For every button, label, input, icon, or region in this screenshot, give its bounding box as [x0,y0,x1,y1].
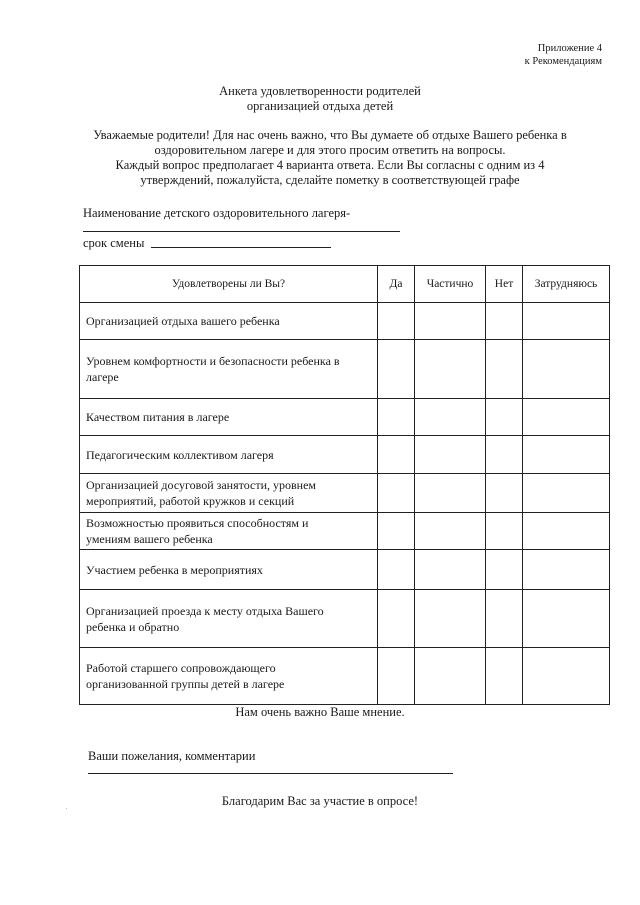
answer-cell-yes[interactable] [378,340,415,399]
question-cell [80,474,378,513]
answer-cell-no[interactable] [486,550,523,590]
table-row [80,648,610,705]
question-text: Организацией проезда к месту отдыха Вашего [86,603,324,618]
answer-cell-undecided[interactable] [523,340,610,399]
camp-name-label: Наименование детского оздоровительного лагеря- [83,206,351,220]
question-text-cont: умениям вашего ребенка [86,532,213,546]
question-text-cont: организованной группы детей в лагере [86,677,285,691]
question-text: Уровнем комфортности и безопасности ребенка в [86,354,340,368]
question-cell [80,399,378,436]
answer-cell-yes[interactable] [378,590,415,648]
answer-cell-undecided[interactable] [523,648,610,705]
answer-cell-yes[interactable] [378,399,415,436]
question-text: Педагогическим коллективом лагеря [86,447,274,462]
answer-cell-no[interactable] [486,474,523,513]
shift-label: срок смены [83,236,145,250]
answer-cell-undecided[interactable] [523,436,610,474]
answer-cell-yes[interactable] [378,550,415,590]
question-cell [80,513,378,550]
answer-cell-undecided[interactable] [523,550,610,590]
camp-name-field[interactable] [83,231,400,232]
answer-cell-undecided[interactable] [523,590,610,648]
title-line-2: организацией отдыха детей [246,99,394,113]
answer-cell-partially[interactable] [415,303,486,340]
satisfaction-table [79,265,610,705]
table-row [80,340,610,399]
shift-field[interactable] [151,247,331,248]
question-cell [80,340,378,399]
answer-cell-no[interactable] [486,303,523,340]
answer-cell-yes[interactable] [378,474,415,513]
table-row [80,474,610,513]
question-text: Организацией досуговой занятости, уровнем [86,478,317,492]
answer-cell-no[interactable] [486,436,523,474]
question-text-cont: ребенка и обратно [86,619,180,634]
table-row [80,513,610,550]
question-text: Участием ребенка в мероприятиях [86,562,263,577]
table-row [80,590,610,648]
header-partially: Частично [415,266,486,303]
answer-cell-undecided[interactable] [523,399,610,436]
opinion-note: Нам очень важно Ваше мнение. [235,705,405,719]
question-cell [80,436,378,474]
annex-note [525,42,602,68]
intro-line-4: утверждений, пожалуйста, сделайте пометку в соответствующей графе [140,173,520,187]
table-row [80,303,610,340]
answer-cell-partially[interactable] [415,513,486,550]
answer-cell-yes[interactable] [378,436,415,474]
question-cell [80,303,378,340]
answer-cell-partially[interactable] [415,436,486,474]
answer-cell-partially[interactable] [415,648,486,705]
title-line-1: Анкета удовлетворенности родителей [219,84,421,98]
annex-line-2: к Рекомендациям [524,56,602,67]
thanks-note: Благодарим Вас за участие в опросе! [221,794,419,808]
answer-cell-no[interactable] [486,648,523,705]
answer-cell-partially[interactable] [415,340,486,399]
header-undecided: Затрудняюсь [523,266,610,303]
annex-line-1: Приложение 4 [537,43,602,54]
header-question: Удовлетворены ли Вы? [80,266,378,303]
answer-cell-yes[interactable] [378,513,415,550]
answer-cell-partially[interactable] [415,590,486,648]
wishes-field[interactable] [88,773,453,774]
question-cell [80,590,378,648]
header-yes: Да [378,266,415,303]
intro-text [70,128,590,188]
answer-cell-undecided[interactable] [523,303,610,340]
scan-speck [66,808,67,809]
wishes-label: Ваши пожелания, комментарии [88,749,256,763]
answer-cell-no[interactable] [486,399,523,436]
question-text: Качеством питания в лагере [86,410,230,424]
question-text: Работой старшего сопровождающего [86,661,276,675]
answer-cell-undecided[interactable] [523,474,610,513]
question-cell [80,550,378,590]
intro-line-1: Уважаемые родители! Для нас очень важно, что Вы думаете об отдыхе Вашего ребенка в [93,128,567,142]
table-row [80,550,610,590]
answer-cell-no[interactable] [486,340,523,399]
table-header-row [80,266,610,303]
answer-cell-partially[interactable] [415,550,486,590]
question-text-cont: лагере [86,370,119,384]
answer-cell-yes[interactable] [378,303,415,340]
question-text-cont: мероприятий, работой кружков и секций [86,494,295,508]
question-text: Возможностью проявиться способностям и [86,516,309,530]
answer-cell-partially[interactable] [415,474,486,513]
intro-line-3: Каждый вопрос предполагает 4 варианта ответа. Если Вы согласны с одним из 4 [115,158,545,172]
answer-cell-no[interactable] [486,590,523,648]
document-title [0,84,640,114]
answer-cell-partially[interactable] [415,399,486,436]
question-cell [80,648,378,705]
answer-cell-no[interactable] [486,513,523,550]
table-row [80,399,610,436]
question-text: Организацией отдыха вашего ребенка [86,314,280,328]
answer-cell-undecided[interactable] [523,513,610,550]
answer-cell-yes[interactable] [378,648,415,705]
intro-line-2: оздоровительном лагере и для этого просим ответить на вопросы. [154,143,506,157]
header-no: Нет [486,266,523,303]
table-row [80,436,610,474]
